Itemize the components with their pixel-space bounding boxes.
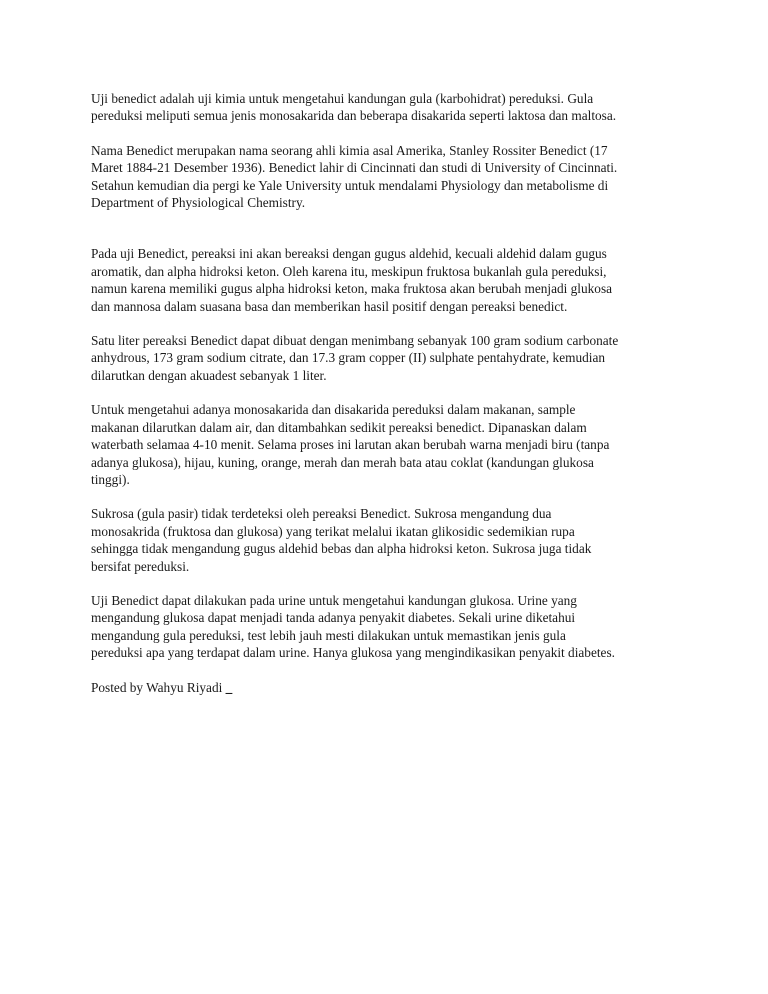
paragraph-intro: Uji benedict adalah uji kimia untuk mengetahui kandungan gula (karbohidrat) pereduksi. Gula pereduksi meliputi semua jenis monosakarida dan beberapa disakarida seperti laktosa dan maltosa. (91, 91, 617, 124)
paragraph-reagent-preparation: Satu liter pereaksi Benedict dapat dibuat dengan menimbang sebanyak 100 gram sodium carbonate anhydrous, 173 gram sodium citrate, dan 17.3 gram copper (II) sulphate pentahydrate, kemudian dilarutkan dengan akuadest sebanyak 1 liter. (91, 333, 619, 383)
byline-link[interactable]: _ (225, 679, 233, 695)
document-body (91, 90, 691, 696)
byline (91, 679, 691, 696)
paragraph-sucrose: Sukrosa (gula pasir) tidak terdeteksi oleh pereaksi Benedict. Sukrosa mengandung dua monosakrida (fruktosa dan glukosa) yang terikat melalui ikatan glikosidic sedemikian rupa sehingga tidak mengandung gugus aldehid bebas dan alpha hidroksi keton. Sukrosa juga tidak bersifat pereduksi. (91, 506, 592, 574)
paragraph-food-test: Untuk mengetahui adanya monosakarida dan disakarida pereduksi dalam makanan, sample makanan dilarutkan dalam air, dan ditambahkan sedikit pereaksi benedict. Dipanaskan dalam waterbath selamaa 4-10 menit. Selama proses ini larutan akan berubah warna menjadi biru (tanpa adanya glukosa), hijau, kuning, orange, merah dan merah bata atau coklat (kandungan glukosa tinggi). (91, 402, 610, 487)
paragraph-urine-test: Uji Benedict dapat dilakukan pada urine untuk mengetahui kandungan glukosa. Urine yang mengandung glukosa dapat menjadi tanda adanya penyakit diabetes. Sekali urine diketahui mengandung gula pereduksi, test lebih jauh mesti dilakukan untuk memastikan jenis gula pereduksi apa yang terdapat dalam urine. Hanya glukosa yang mengindikasikan penyakit diabetes. (91, 592, 615, 661)
paragraph-benedict-biography: Nama Benedict merupakan nama seorang ahli kimia asal Amerika, Stanley Rossiter Benedict (17 Maret 1884-21 Desember 1936). Benedict lahir di Cincinnati dan studi di University of Cincinnati. Setahun kemudian dia pergi ke Yale University untuk mendalami Physiology dan metabolisme di Department of Physiological Chemistry. (91, 142, 618, 211)
paragraph-reaction: Pada uji Benedict, pereaksi ini akan bereaksi dengan gugus aldehid, kecuali aldehid dalam gugus aromatik, dan alpha hidroksi keton. Oleh karena itu, meskipun fruktosa bukanlah gula pereduksi, namun karena memiliki gugus alpha hidroksi keton, maka fruktosa akan berubah menjadi glukosa dan mannosa dalam suasana basa dan memberikan hasil positif dengan pereaksi benedict. (91, 246, 613, 314)
byline-text: Posted by Wahyu Riyadi (91, 679, 226, 695)
